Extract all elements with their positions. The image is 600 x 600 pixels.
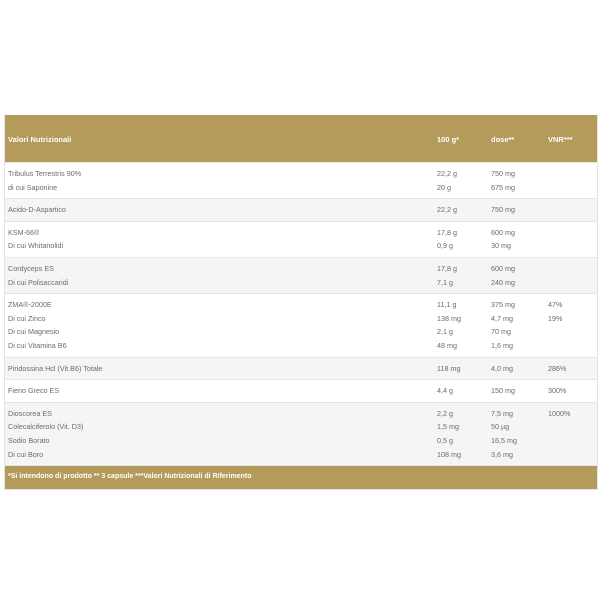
cell-dose: 70 mg (491, 327, 511, 337)
cell-dose: 750 mg (491, 205, 515, 215)
cell-name: Di cui Whitanolidi (8, 241, 64, 251)
cell-100g: 2,1 g (437, 327, 453, 337)
table-row (5, 325, 597, 339)
cell-vnr: 286% (548, 363, 567, 373)
cell-dose: 1,6 mg (491, 340, 513, 350)
nutrition-table (4, 115, 598, 490)
cell-dose: 600 mg (491, 263, 515, 273)
cell-100g: 17,8 g (437, 227, 457, 237)
cell-dose: 240 mg (491, 277, 515, 287)
table-row (5, 226, 597, 240)
cell-name: Di cui Vitamina B6 (8, 340, 67, 350)
table-row (5, 239, 597, 253)
row-group (5, 221, 597, 257)
cell-name: KSM-66® (8, 227, 40, 237)
footer-note: *Si intendono di prodotto ** 3 capsule ***Valori Nutrizionali di Riferimento (8, 473, 252, 481)
cell-dose: 750 mg (491, 169, 515, 178)
cell-100g: 4,4 g (437, 386, 453, 396)
cell-name: Di cui Zinco (8, 313, 46, 323)
table-row (5, 448, 597, 462)
cell-name: di cui Saponine (8, 182, 58, 192)
cell-name: ZMA®-2000E (8, 300, 52, 310)
table-row (5, 312, 597, 326)
cell-name: Cordyceps ES (8, 263, 54, 273)
cell-name: Di cui Magnesio (8, 327, 60, 337)
cell-dose: 675 mg (491, 182, 515, 192)
cell-100g: 0,9 g (437, 241, 453, 251)
cell-name: Piridossina Hcl (Vit.B6) Totale (8, 363, 103, 373)
cell-dose: 375 mg (491, 300, 515, 310)
table-header (5, 115, 597, 162)
table-row (5, 262, 597, 276)
cell-name: Colecalciferolo (Vit. D3) (8, 422, 84, 432)
header-name: Valori Nutrizionali (8, 135, 72, 144)
cell-100g: 22,2 g (437, 169, 457, 178)
cell-name: Di cui Boro (8, 449, 44, 459)
cell-100g: 22,2 g (437, 205, 457, 215)
table-row (5, 420, 597, 434)
cell-100g: 138 mg (437, 313, 461, 323)
cell-100g: 118 mg (437, 363, 461, 373)
cell-100g: 1,5 mg (437, 422, 459, 432)
cell-dose: 16,5 mg (491, 435, 517, 445)
table-row (5, 434, 597, 448)
cell-name: Di cui Polisaccaridi (8, 277, 69, 287)
table-row (5, 339, 597, 353)
table-row (5, 407, 597, 421)
cell-dose: 4,7 mg (491, 313, 513, 323)
cell-dose: 50 µg (491, 422, 510, 432)
cell-vnr: 47% (548, 300, 563, 310)
cell-100g: 17,8 g (437, 263, 457, 273)
header-vnr: VNR*** (548, 135, 573, 144)
cell-dose: 600 mg (491, 227, 515, 237)
cell-dose: 7,5 mg (491, 408, 513, 418)
table-row (5, 181, 597, 195)
cell-dose: 3,6 mg (491, 449, 513, 459)
cell-name: Fieno Greco ES (8, 386, 60, 396)
row-group (5, 293, 597, 356)
table-row (5, 167, 597, 181)
cell-100g: 2,2 g (437, 408, 453, 418)
row-group (5, 357, 597, 380)
cell-dose: 150 mg (491, 386, 515, 396)
table-row (5, 276, 597, 290)
cell-vnr: 300% (548, 386, 567, 396)
row-group (5, 379, 597, 402)
cell-dose: 4,0 mg (491, 363, 513, 373)
cell-name: Acido-D-Aspartico (8, 205, 66, 215)
header-100g: 100 g* (437, 135, 460, 144)
row-group (5, 257, 597, 293)
row-group (5, 402, 597, 465)
table-row (5, 362, 597, 376)
cell-100g: 108 mg (437, 449, 461, 459)
table-row (5, 203, 597, 217)
table-row (5, 384, 597, 398)
row-group (5, 198, 597, 221)
cell-vnr: 19% (548, 313, 563, 323)
cell-name: Sodio Borato (8, 435, 50, 445)
cell-100g: 11,1 g (437, 300, 457, 310)
cell-vnr: 1000% (548, 408, 571, 418)
table-body (5, 162, 597, 465)
row-group (5, 162, 597, 198)
cell-100g: 0,5 g (437, 435, 453, 445)
cell-dose: 30 mg (491, 241, 511, 251)
table-row (5, 298, 597, 312)
cell-100g: 48 mg (437, 340, 457, 350)
cell-100g: 20 g (437, 182, 451, 192)
cell-name: Tribulus Terrestris 90% (8, 169, 82, 178)
cell-100g: 7,1 g (437, 277, 453, 287)
cell-name: Dioscorea ES (8, 408, 52, 418)
table-footer (5, 465, 597, 489)
header-dose: dose** (491, 135, 515, 144)
